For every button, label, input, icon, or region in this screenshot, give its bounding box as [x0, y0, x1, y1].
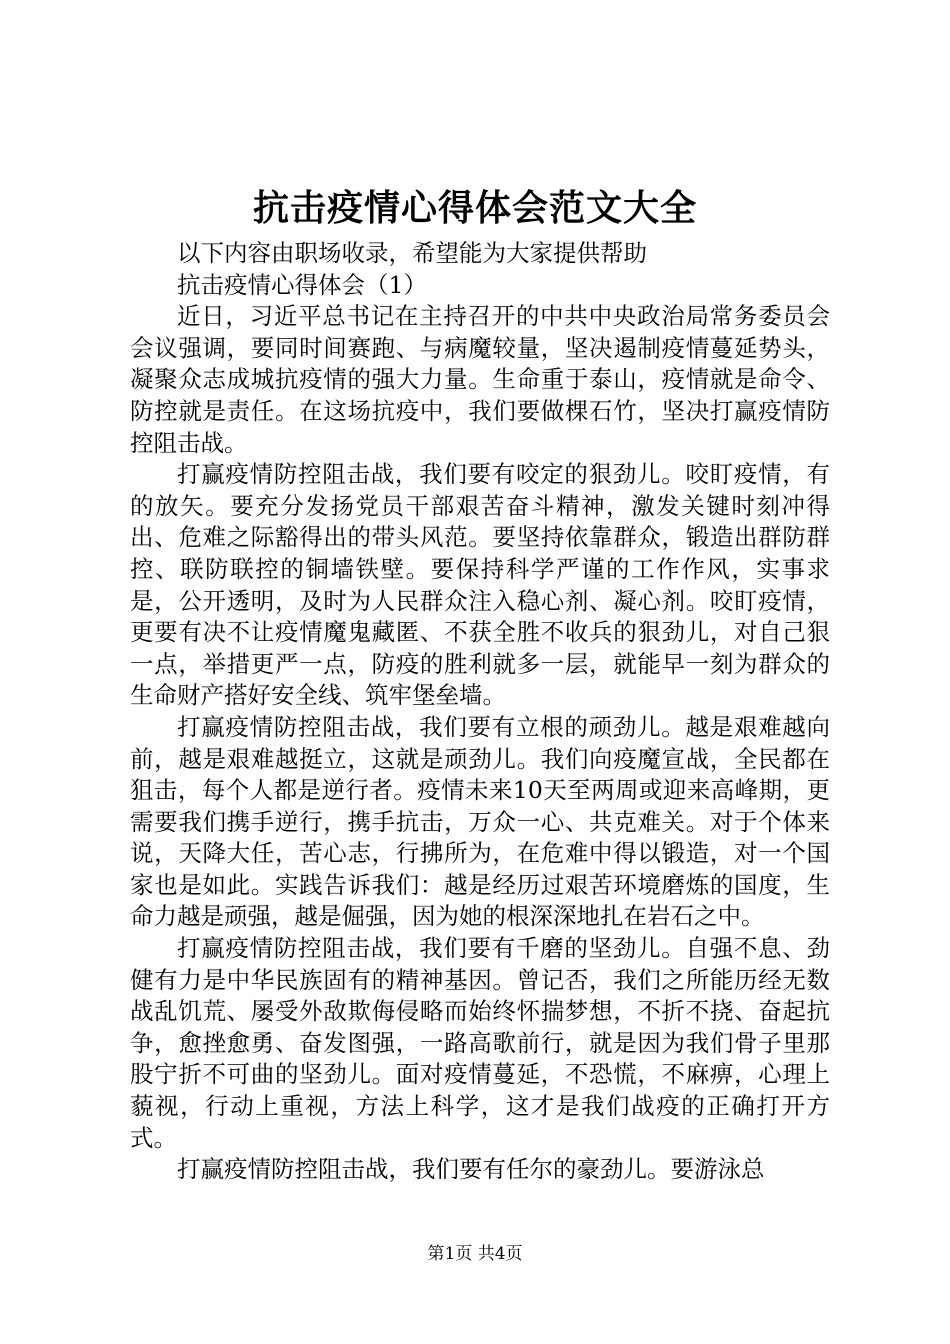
paragraph: 打赢疫情防控阻击战，我们要有千磨的坚劲儿。自强不息、劲健有力是中华民族固有的精神基因。曾记否，我们之所能历经无数战乱饥荒、屡受外敌欺侮侵略而始终怀揣梦想，不折不挠、奋起抗争，愈挫愈勇、奋发图强，一路高歌前行，就是因为我们骨子里那股宁折不可曲的坚劲儿。面对疫情蔓延，不恐慌，不麻痹，心理上藐视，行动上重视，方法上科学，这才是我们战疫的正确打开方式。: [130, 934, 830, 1152]
paragraph: 打赢疫情防控阻击战，我们要有任尔的豪劲儿。要游泳总: [177, 1155, 765, 1184]
paragraph: 近日，习近平总书记在主持召开的中共中央政治局常务委员会会议强调，要同时间赛跑、与病魔较量，坚决遏制疫情蔓延势头，凝聚众志成城抗疫情的强大力量。生命重于泰山，疫情就是命令、防控就是责任。在这场抗疫中，我们要做棵石竹，坚决打赢疫情防控阻击战。: [130, 302, 830, 457]
document-body: [130, 238, 830, 1186]
paragraph: 打赢疫情防控阻击战，我们要有立根的顽劲儿。越是艰难越向前，越是艰难越挺立，这就是顽劲儿。我们向疫魔宣战，全民都在狙击，每个人都是逆行者。疫情未来10天至两周或迎来高峰期，更需要我们携手逆行，携手抗击，万众一心、共克难关。对于个体来说，天降大任，苦心志，行拂所为，在危难中得以锻造，对一个国家也是如此。实践告诉我们：越是经历过艰苦环境磨炼的国度，生命力越是顽强，越是倔强，因为她的根深深地扎在岩石之中。: [130, 712, 830, 931]
section-heading: 抗击疫情心得体会（1）: [177, 270, 427, 299]
document-title: 抗击疫情心得体会范文大全: [252, 187, 697, 229]
page-footer: 第1页 共4页: [427, 1244, 523, 1264]
paragraph: 打赢疫情防控阻击战，我们要有咬定的狠劲儿。咬盯疫情，有的放矢。要充分发扬党员干部艰苦奋斗精神，激发关键时刻冲得出、危难之际豁得出的带头风范。要坚持依靠群众，锻造出群防群控、联防联控的铜墙铁壁。要保持科学严谨的工作作风，实事求是，公开透明，及时为人民群众注入稳心剂、凝心剂。咬盯疫情，更要有决不让疫情魔鬼藏匿、不获全胜不收兵的狠劲儿，对自己狠一点，举措更严一点，防疫的胜利就多一层，就能早一刻为群众的生命财产搭好安全线、筑牢堡垒墙。: [130, 460, 830, 710]
intro-line: 以下内容由职场收录，希望能为大家提供帮助: [177, 239, 647, 267]
